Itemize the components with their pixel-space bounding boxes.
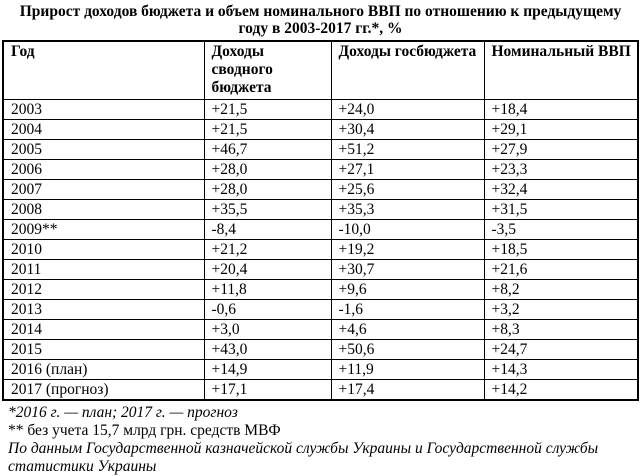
cell-consolidated-revenue: +35,5	[204, 200, 331, 220]
cell-consolidated-revenue: +21,5	[204, 100, 331, 120]
cell-state-revenue: +35,3	[331, 200, 484, 220]
cell-state-revenue: +17,4	[331, 380, 484, 401]
table-title-line-1: Прирост доходов бюджета и объем номинального ВВП по отношению к предыдущему	[19, 3, 622, 20]
table-row	[3, 280, 638, 300]
cell-state-revenue: +30,4	[331, 120, 484, 140]
cell-nominal-gdp: +3,2	[484, 300, 638, 320]
cell-nominal-gdp: +21,6	[484, 260, 638, 280]
cell-consolidated-revenue: +28,0	[204, 180, 331, 200]
cell-consolidated-revenue: +17,1	[204, 380, 331, 401]
cell-nominal-gdp: -3,5	[484, 220, 638, 240]
table-title	[0, 0, 641, 37]
cell-year: 2007	[3, 180, 204, 200]
table-row	[3, 220, 638, 240]
cell-year: 2008	[3, 200, 204, 220]
table-row	[3, 380, 638, 401]
table-row	[3, 260, 638, 280]
cell-consolidated-revenue: +20,4	[204, 260, 331, 280]
footnote-plan-forecast: *2016 г. — план; 2017 г. — прогноз	[8, 404, 238, 421]
header-cell-consolidated-budget-revenue: Доходы сводного бюджета	[204, 41, 331, 100]
table-row	[3, 360, 638, 380]
cell-nominal-gdp: +18,4	[484, 100, 638, 120]
table-row	[3, 240, 638, 260]
header-cell-nominal-gdp: Номинальный ВВП	[484, 41, 638, 100]
cell-state-revenue: +25,6	[331, 180, 484, 200]
cell-year: 2016 (план)	[3, 360, 204, 380]
footnote-data-source: По данным Государственной казначейской службы Украины и Государственной службы статистики Украины	[8, 440, 599, 475]
cell-state-revenue: +24,0	[331, 100, 484, 120]
table-row	[3, 300, 638, 320]
header-cell-state-budget-revenue: Доходы госбюджета	[331, 41, 484, 100]
table-row	[3, 140, 638, 160]
table-row	[3, 180, 638, 200]
table-row	[3, 160, 638, 180]
table-row	[3, 200, 638, 220]
header-cell-year: Год	[3, 41, 204, 100]
cell-nominal-gdp: +24,7	[484, 340, 638, 360]
cell-year: 2015	[3, 340, 204, 360]
footnote-imf-funds: ** без учета 15,7 млрд грн. средств МВФ	[8, 422, 281, 439]
cell-state-revenue: +4,6	[331, 320, 484, 340]
cell-year: 2013	[3, 300, 204, 320]
cell-consolidated-revenue: -0,6	[204, 300, 331, 320]
cell-consolidated-revenue: +14,9	[204, 360, 331, 380]
cell-consolidated-revenue: +11,8	[204, 280, 331, 300]
cell-year: 2006	[3, 160, 204, 180]
cell-nominal-gdp: +32,4	[484, 180, 638, 200]
cell-state-revenue: +30,7	[331, 260, 484, 280]
cell-consolidated-revenue: +43,0	[204, 340, 331, 360]
table-row	[3, 120, 638, 140]
cell-nominal-gdp: +8,3	[484, 320, 638, 340]
cell-state-revenue: +51,2	[331, 140, 484, 160]
cell-year: 2017 (прогноз)	[3, 380, 204, 401]
cell-state-revenue: +11,9	[331, 360, 484, 380]
cell-consolidated-revenue: +21,2	[204, 240, 331, 260]
cell-consolidated-revenue: -8,4	[204, 220, 331, 240]
cell-nominal-gdp: +8,2	[484, 280, 638, 300]
cell-nominal-gdp: +18,5	[484, 240, 638, 260]
cell-year: 2014	[3, 320, 204, 340]
cell-consolidated-revenue: +21,5	[204, 120, 331, 140]
cell-nominal-gdp: +14,3	[484, 360, 638, 380]
cell-state-revenue: -10,0	[331, 220, 484, 240]
cell-state-revenue: +19,2	[331, 240, 484, 260]
cell-year: 2011	[3, 260, 204, 280]
cell-year: 2005	[3, 140, 204, 160]
header-row	[3, 41, 638, 100]
cell-state-revenue: +27,1	[331, 160, 484, 180]
cell-consolidated-revenue: +3,0	[204, 320, 331, 340]
cell-consolidated-revenue: +46,7	[204, 140, 331, 160]
cell-state-revenue: +50,6	[331, 340, 484, 360]
cell-nominal-gdp: +29,1	[484, 120, 638, 140]
table-row	[3, 320, 638, 340]
cell-nominal-gdp: +14,2	[484, 380, 638, 401]
budget-gdp-table	[2, 40, 639, 401]
cell-nominal-gdp: +27,9	[484, 140, 638, 160]
cell-state-revenue: -1,6	[331, 300, 484, 320]
table-title-line-2: году в 2003-2017 гг.*, %	[238, 20, 403, 37]
cell-year: 2004	[3, 120, 204, 140]
cell-year: 2003	[3, 100, 204, 120]
cell-nominal-gdp: +23,3	[484, 160, 638, 180]
cell-consolidated-revenue: +28,0	[204, 160, 331, 180]
footnotes	[8, 404, 638, 476]
cell-year: 2009**	[3, 220, 204, 240]
cell-year: 2010	[3, 240, 204, 260]
cell-nominal-gdp: +31,5	[484, 200, 638, 220]
table-row	[3, 100, 638, 120]
cell-year: 2012	[3, 280, 204, 300]
cell-state-revenue: +9,6	[331, 280, 484, 300]
table-row	[3, 340, 638, 360]
